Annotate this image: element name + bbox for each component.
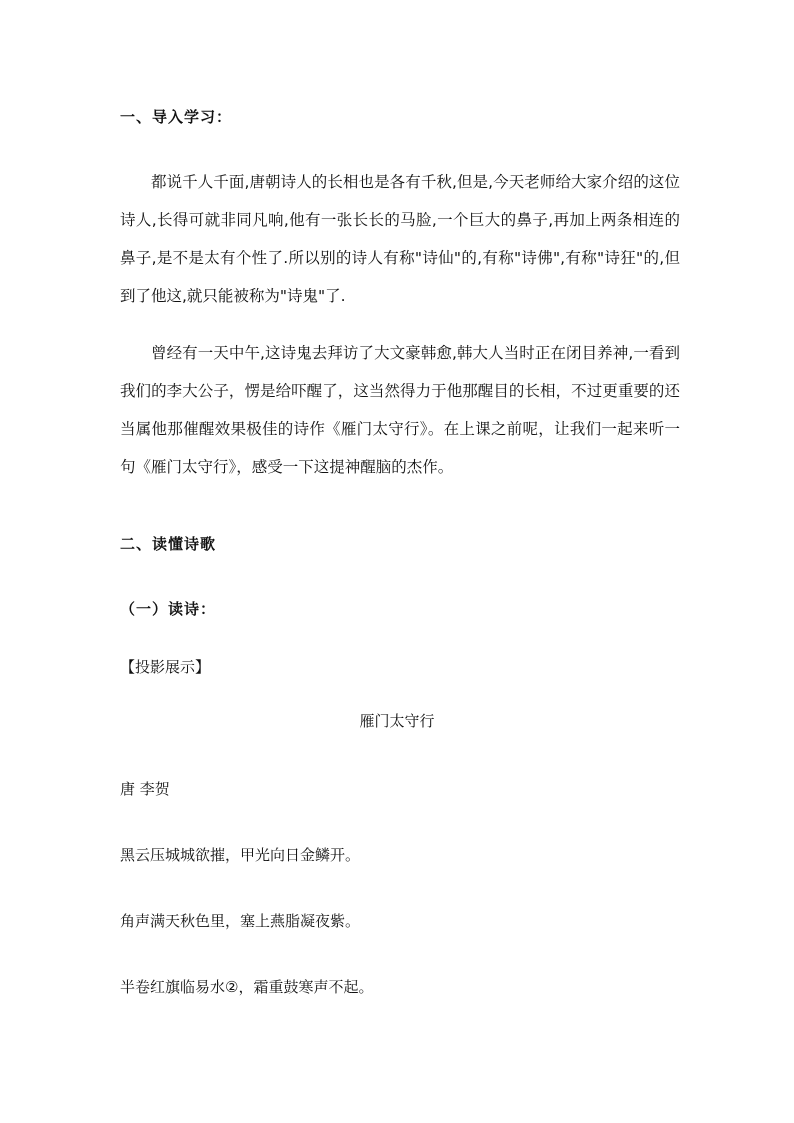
intro-paragraph-2: 曾经有一天中午,这诗鬼去拜访了大文豪韩愈,韩大人当时正在闭目养神,一看到我们的李大公子，愣是给吓醒了，这当然得力于他那醒目的长相，不过更重要的还当属他那催醒效果极佳的诗作《雁门太守行》。在上课之前呢，让我们一起来听一句《雁门太守行》，感受一下这提神醒脑的杰作。 [120, 344, 680, 476]
intro-paragraph-1: 都说千人千面,唐朝诗人的长相也是各有千秋,但是,今天老师给大家介绍的这位诗人,长得可就非同凡响,他有一张长长的马脸,一个巨大的鼻子,再加上两条相连的鼻子,是不是太有个性了.所以别的诗人有称"诗仙"的,有称"诗佛",有称"诗狂"的,但到了他这,就只能被称为"诗鬼"了. [120, 173, 680, 305]
section-heading-intro: 一、导入学习： [120, 108, 233, 126]
poem-line-2: 角声满天秋色里，塞上燕脂凝夜紫。 [120, 912, 361, 930]
sub-heading-reading: （一）读诗： [120, 600, 217, 618]
section-heading-read-poem: 二、读懂诗歌 [120, 535, 217, 553]
projection-label: 【投影展示】 [120, 658, 211, 676]
poem-author: 唐 李贺 [120, 780, 170, 798]
poem-line-1: 黑云压城城欲摧，甲光向日金鳞开。 [120, 846, 361, 864]
poem-title: 雁门太守行 [359, 712, 435, 730]
poem-line-3: 半卷红旗临易水②，霜重鼓寒声不起。 [120, 978, 374, 996]
